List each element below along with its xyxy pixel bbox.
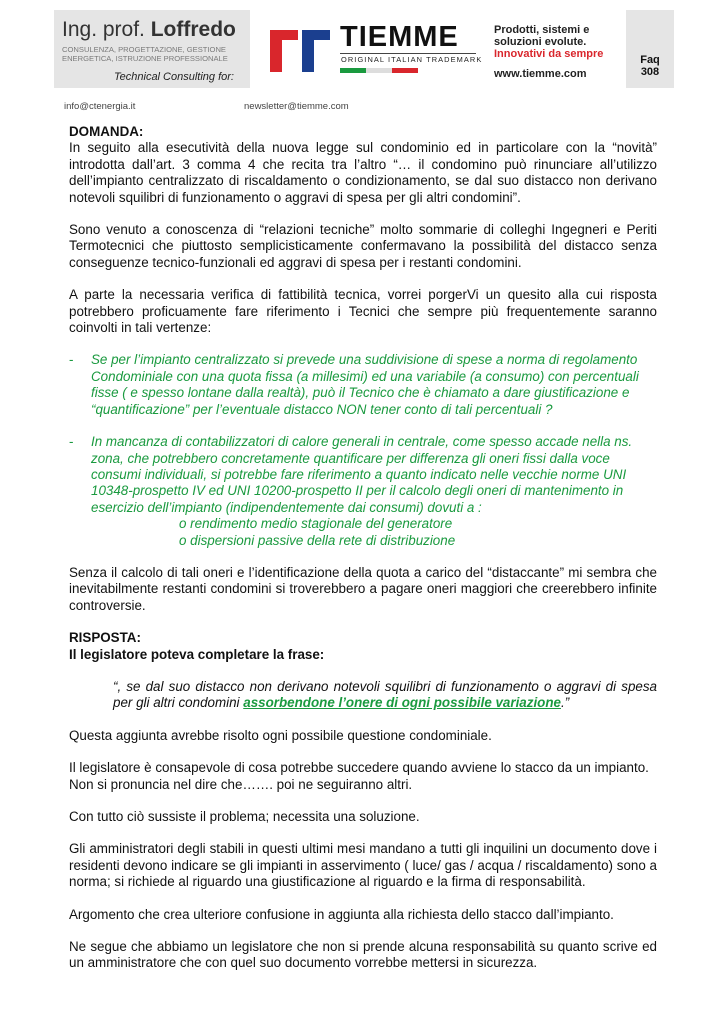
logo-divider (340, 53, 476, 54)
consultant-services-line-1: CONSULENZA, PROGETTAZIONE, GESTIONE (62, 45, 226, 54)
faq-document (69, 124, 657, 972)
faq-label: Faq (640, 54, 660, 66)
question-bullet-2: - In mancanza di contabilizzatori di calore generali in centrale, come spesso accade nella ns. zona, che potrebbero concretamente quantificare per differenza gli oneri fissi dalla voce consumi individuali, si potrebbe fare riferimento a quanto indicato nelle vecchie norme UNI 10348-prospetto IV ed UNI 10200-prospetto II per il calcolo degli oneri di mantenimento in esercizio dell’impianto (indipendentemente dai consumi) dovuti a : (69, 434, 633, 515)
answer-paragraph-6: Ne segue che abbiamo un legislatore che non si prende alcuna responsabilità su quanto scrive ed un amministratore che con quel suo documento vorrebbe mettersi in sicurezza. (69, 939, 657, 971)
consultant-services-line-2: ENERGETICA, ISTRUZIONE PROFESSIONALE (62, 54, 228, 63)
domanda-heading: DOMANDA: (69, 124, 144, 139)
question-paragraph-3: A parte la necessaria verifica di fattibilità tecnica, vorrei porgerVi un quesito alla cui risposta potrebbero proficuamente fare riferimento i Tecnici che sempre più frequentemente saranno coinvolti in tali vertenze: (69, 287, 657, 336)
partner-claim-line-2: soluzioni evolute. (494, 36, 587, 48)
question-subitem-1: o rendimento medio stagionale del generatore (179, 516, 453, 532)
question-paragraph-1: In seguito alla esecutività della nuova legge sul condominio ed in particolare con la “novità” introdotta dall’art. 3 comma 4 che recita tra l’altro “… il condomino può rinunciare all’utilizzo dell’impianto centralizzato di riscaldamento o condizionamento, se dal suo distacco non derivano notevoli squilibri di funzionamento o aggravi di spesa per gli altri condomini”. (69, 140, 657, 205)
partner-brand-panel (254, 10, 622, 88)
risposta-subheading: Il legislatore poteva completare la frase: (69, 646, 325, 662)
question-bullet-1: - Se per l’impianto centralizzato si prevede una suddivisione di spese a norma di regolamento Condominiale con una quota fissa (a millesimi) ed una variabile (a consumo) con percentuali fisse ( e spesso lontane dalla realtà), può il Tecnico che è chiamato a dare giustificazione e “quantificazione” per l’eventuale distacco NON tener conto di tali percentuali ? (69, 352, 639, 417)
suggested-law-text: “, se dal suo distacco non derivano notevoli squilibri di funzionamento o aggravi di spesa per gli altri condomini assorbendone l’onere di ogni possibile variazione.” (113, 678, 657, 711)
page-header (54, 10, 674, 88)
question-paragraph-2: Sono venuto a conoscenza di “relazioni tecniche” molto sommarie di colleghi Ingegneri e Periti Termotecnici che piuttosto semplicisticamente confermavano la possibilità del distacco senza conseguenze tecnico-funzionali ed aggravi di spesa per i restanti condomini. (69, 222, 657, 270)
answer-paragraph-2-line-2: Non si pronuncia nel dire che……. poi ne seguiranno altri. (69, 776, 413, 792)
email-tiemme: newsletter@tiemme.com (244, 101, 349, 112)
italian-flag-icon (340, 68, 418, 73)
partner-trademark: ORIGINAL ITALIAN TRADEMARK (341, 55, 483, 64)
email-ctenergia: info@ctenergia.it (64, 101, 136, 112)
risposta-heading: RISPOSTA: (69, 630, 141, 646)
partner-claim-line-3: Innovativi da sempre (494, 48, 604, 60)
answer-paragraph-5: Argomento che crea ulteriore confusione in aggiunta alla richiesta dello stacco dall’impianto. (69, 906, 614, 922)
contact-line (64, 101, 349, 112)
partner-claim (494, 24, 614, 60)
partner-claim-line-1: Prodotti, sistemi e (494, 24, 590, 36)
answer-paragraph-3: Con tutto ciò sussiste il problema; necessita una soluzione. (69, 809, 420, 824)
answer-paragraph-4: Gli amministratori degli stabili in questi ultimi mesi mandano a tutti gli inquilini un documento dove i residenti devono indicare se gli impianti in asservimento ( luce/ gas / acqua / riscaldamento) sono a norma; si richiede al riguardo una giustificazione al riguardo e la firma di responsabilità. (69, 841, 657, 890)
answer-paragraph-2-line-1: Il legislatore è consapevole di cosa potrebbe succedere quando avviene lo stacco da un impianto. (69, 760, 649, 776)
suggested-law-emphasis: assorbendone l’onere di ogni possibile variazione (243, 695, 561, 711)
partner-website: www.tiemme.com (494, 68, 587, 80)
faq-number: 308 (640, 66, 660, 78)
consultant-tagline: Technical Consulting for: (113, 71, 234, 83)
faq-panel (626, 10, 674, 88)
tiemme-logo-icon (268, 26, 332, 74)
consultant-name: Ing. prof. Loffredo (62, 18, 236, 41)
consultant-brand-panel (54, 10, 250, 88)
question-paragraph-4: Senza il calcolo di tali oneri e l’identificazione della quota a carico del “distaccante” mi sembra che inevitabilmente restanti condomini si troverebbero a pagare oneri maggiori che creerebbero infinite controversie. (69, 564, 657, 613)
question-subitem-2: o dispersioni passive della rete di distribuzione (179, 532, 456, 548)
answer-paragraph-1: Questa aggiunta avrebbe risolto ogni possibile questione condominiale. (69, 727, 492, 743)
partner-logo-wordmark: TIEMME (340, 21, 459, 53)
